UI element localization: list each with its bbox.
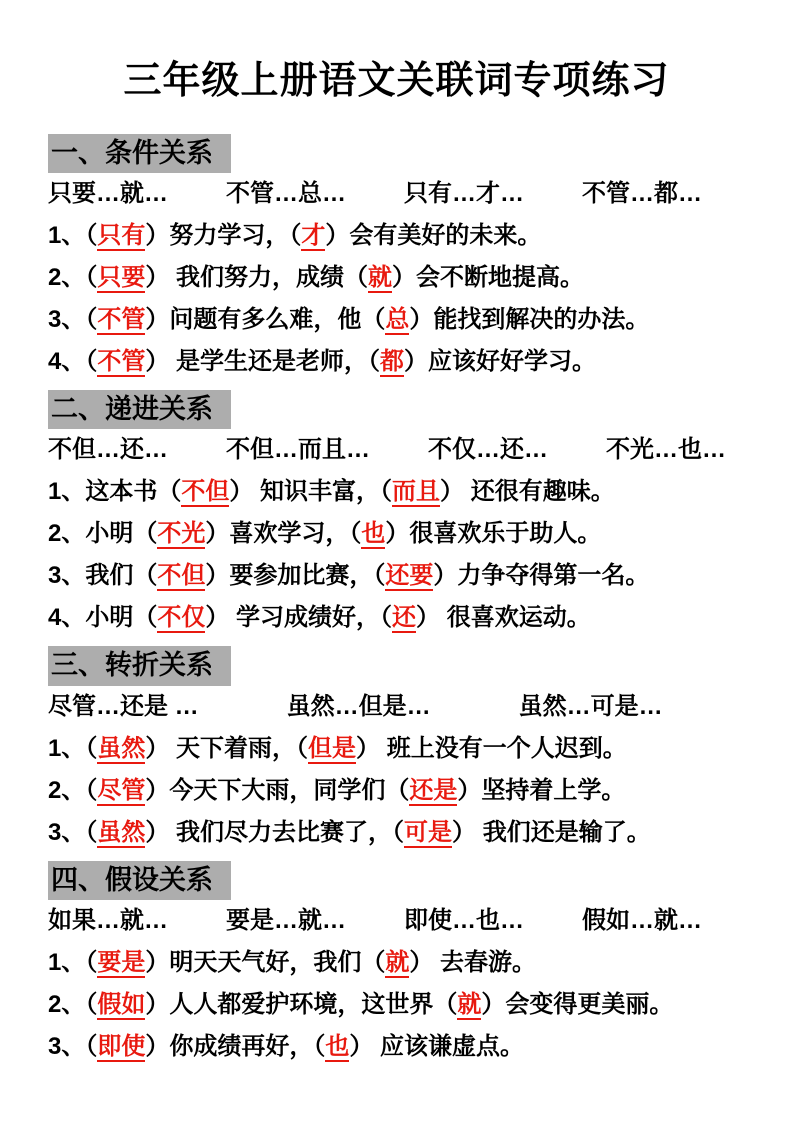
- section-heading: 二、递进关系: [48, 390, 231, 429]
- sentence-text: ）应该好好学习。: [404, 347, 597, 375]
- worksheet-section-4: [48, 859, 745, 1068]
- sentence-text: ） 我们还是输了。: [452, 818, 651, 846]
- sentence-text: （: [85, 949, 98, 977]
- answer-word: 也: [361, 520, 386, 548]
- item-number: 1、: [48, 734, 86, 762]
- item-number: 1、: [48, 221, 86, 249]
- sentence-text: ） 天下着雨，（: [145, 734, 309, 762]
- sentence-text: ） 学习成绩好，（: [205, 604, 393, 632]
- conjunction-pair: 假如…就…: [582, 907, 702, 935]
- sentence-text: ）能找到解决的办法。: [409, 305, 650, 333]
- conjunction-pair: 不管…总…: [226, 179, 346, 207]
- sentence-item: [48, 597, 745, 639]
- answer-word: 还要: [385, 562, 434, 590]
- answer-word: 不管: [97, 347, 146, 375]
- sentence-text: （: [85, 263, 98, 291]
- answer-word: 就: [385, 949, 410, 977]
- answer-word: 都: [380, 347, 405, 375]
- sentence-text: （: [85, 776, 98, 804]
- sentence-text: 我们（: [85, 562, 158, 590]
- sentence-text: 这本书（: [85, 478, 182, 506]
- sentence-text: ） 去春游。: [409, 949, 537, 977]
- sentence-item: [48, 215, 745, 257]
- sentence-text: （: [85, 305, 98, 333]
- answer-word: 虽然: [97, 734, 146, 762]
- sentence-item: [48, 513, 745, 555]
- sentence-item: [48, 942, 745, 984]
- answer-word: 要是: [97, 949, 146, 977]
- item-number: 3、: [48, 562, 86, 590]
- sentence-text: ）很喜欢乐于助人。: [385, 520, 602, 548]
- sentence-item: [48, 555, 745, 597]
- item-number: 2、: [48, 263, 86, 291]
- conjunction-pair: 只要…就…: [48, 179, 168, 207]
- sentence-item: [48, 812, 745, 854]
- answer-word: 不但: [157, 562, 206, 590]
- conjunction-pair: 只有…才…: [404, 179, 524, 207]
- conjunction-pair: 尽管…还是 …: [48, 692, 199, 720]
- sentence-item: [48, 728, 745, 770]
- item-number: 3、: [48, 1033, 86, 1061]
- answer-word: 虽然: [97, 818, 146, 846]
- sentence-text: （: [85, 991, 98, 1019]
- sentence-text: ） 知识丰富，（: [229, 478, 393, 506]
- answer-word: 也: [325, 1033, 350, 1061]
- answer-word: 还: [392, 604, 417, 632]
- worksheet-section-1: [48, 132, 745, 383]
- answer-word: 不仅: [157, 604, 206, 632]
- sentence-item: [48, 257, 745, 299]
- sentence-text: ）力争夺得第一名。: [433, 562, 650, 590]
- sentence-item: [48, 341, 745, 383]
- sentence-text: ）会有美好的未来。: [325, 221, 542, 249]
- answer-word: 而且: [392, 478, 441, 506]
- conjunction-row: [48, 900, 745, 942]
- conjunction-pair: 如果…就…: [48, 907, 168, 935]
- sentence-text: ）努力学习，（: [145, 221, 302, 249]
- sentence-text: ）你成绩再好，（: [145, 1033, 326, 1061]
- conjunction-pair: 要是…就…: [226, 907, 346, 935]
- sentence-text: ）明天天气好，我们（: [145, 949, 386, 977]
- sentence-item: [48, 1026, 745, 1068]
- item-number: 2、: [48, 991, 86, 1019]
- sentence-item: [48, 770, 745, 812]
- sentence-text: ）会不断地提高。: [392, 263, 585, 291]
- sentence-text: 小明（: [85, 604, 158, 632]
- sentence-text: ）坚持着上学。: [457, 776, 626, 804]
- answer-word: 只要: [97, 263, 146, 291]
- conjunction-pair: 不仅…还…: [428, 436, 548, 464]
- item-number: 3、: [48, 818, 86, 846]
- answer-word: 就: [457, 991, 482, 1019]
- worksheet-section-3: [48, 644, 745, 853]
- conjunction-pair: 不光…也…: [606, 436, 726, 464]
- sentence-text: （: [85, 734, 98, 762]
- sentence-text: （: [85, 221, 98, 249]
- conjunction-pair: 不但…而且…: [226, 436, 370, 464]
- sentence-item: [48, 471, 745, 513]
- sentence-text: ） 很喜欢运动。: [416, 604, 591, 632]
- sentence-text: ）要参加比赛，（: [205, 562, 386, 590]
- sentence-text: ） 还很有趣味。: [440, 478, 615, 506]
- answer-word: 可是: [404, 818, 453, 846]
- answer-word: 即使: [97, 1033, 146, 1061]
- sections-container: [48, 132, 745, 1069]
- conjunction-pair: 即使…也…: [404, 907, 524, 935]
- conjunction-pair: 不管…都…: [582, 179, 702, 207]
- sentence-text: （: [85, 1033, 98, 1061]
- item-number: 1、: [48, 478, 86, 506]
- conjunction-row: [48, 173, 745, 215]
- sentence-text: ）问题有多么难，他（: [145, 305, 386, 333]
- sentence-text: ）人人都爱护环境，这世界（: [145, 991, 458, 1019]
- sentence-text: ）喜欢学习，（: [205, 520, 362, 548]
- sentence-text: ） 班上没有一个人迟到。: [356, 734, 627, 762]
- sentence-item: [48, 984, 745, 1026]
- answer-word: 就: [368, 263, 393, 291]
- sentence-text: ）今天下大雨，同学们（: [145, 776, 410, 804]
- worksheet-section-2: [48, 388, 745, 639]
- answer-word: 只有: [97, 221, 146, 249]
- sentence-text: ）会变得更美丽。: [481, 991, 674, 1019]
- item-number: 4、: [48, 604, 86, 632]
- sentence-item: [48, 299, 745, 341]
- item-number: 4、: [48, 347, 86, 375]
- page-title: 三年级上册语文关联词专项练习: [123, 60, 670, 102]
- answer-word: 尽管: [97, 776, 146, 804]
- answer-word: 还是: [409, 776, 458, 804]
- conjunction-pair: 虽然…可是…: [518, 692, 663, 720]
- sentence-text: ） 应该谦虚点。: [349, 1033, 525, 1061]
- answer-word: 总: [385, 305, 410, 333]
- sentence-text: ） 我们努力，成绩（: [145, 263, 369, 291]
- section-heading: 一、条件关系: [48, 134, 231, 173]
- conjunction-row: [48, 429, 745, 471]
- sentence-text: ） 我们尽力去比赛了，（: [145, 818, 405, 846]
- sentence-text: （: [85, 347, 98, 375]
- conjunction-pair: 虽然…但是…: [286, 692, 431, 720]
- section-heading: 四、假设关系: [48, 861, 231, 900]
- conjunction-row: [48, 686, 745, 728]
- answer-word: 不管: [97, 305, 146, 333]
- sentence-text: （: [85, 818, 98, 846]
- item-number: 2、: [48, 520, 86, 548]
- answer-word: 假如: [97, 991, 146, 1019]
- answer-word: 不但: [181, 478, 230, 506]
- answer-word: 才: [301, 221, 326, 249]
- item-number: 1、: [48, 949, 86, 977]
- conjunction-pair: 不但…还…: [48, 436, 168, 464]
- section-heading: 三、转折关系: [48, 646, 231, 685]
- sentence-text: ） 是学生还是老师，（: [145, 347, 381, 375]
- sentence-text: 小明（: [85, 520, 158, 548]
- item-number: 2、: [48, 776, 86, 804]
- answer-word: 不光: [157, 520, 206, 548]
- item-number: 3、: [48, 305, 86, 333]
- answer-word: 但是: [308, 734, 357, 762]
